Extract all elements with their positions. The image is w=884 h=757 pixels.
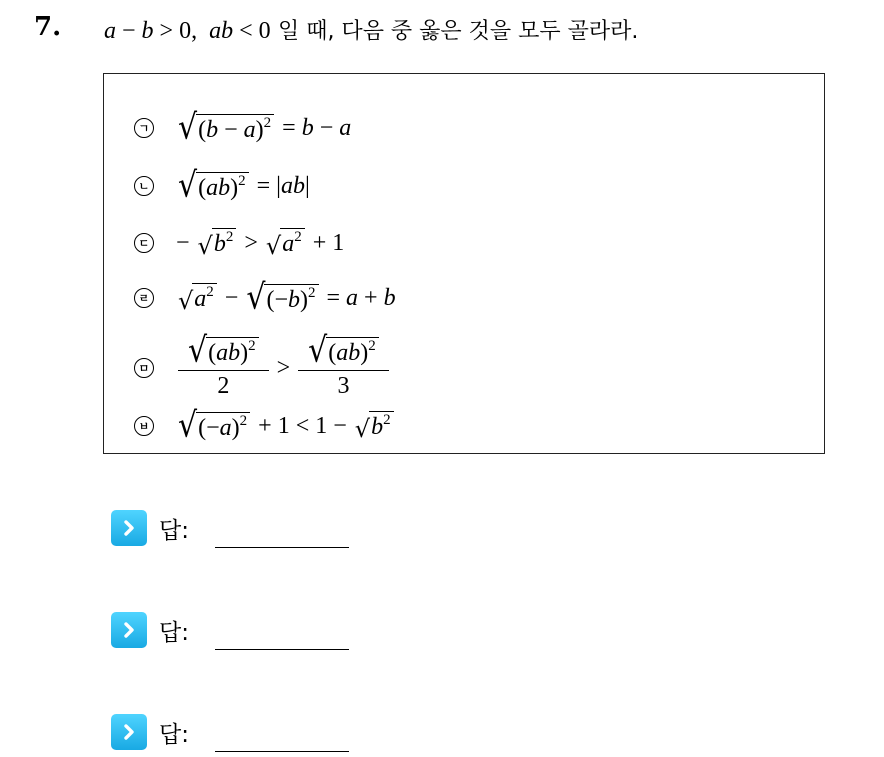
sqrt: √ (ab)$^2$ xyxy=(178,171,249,201)
choice-marker: ㄹ xyxy=(134,288,154,308)
sqrt: √ $b^2$ xyxy=(198,228,237,257)
choice-4: ㄹ √ $a^2$ − √ $(-b)^2$ = a + b xyxy=(134,278,396,318)
sqrt: √ $b^2$ xyxy=(355,411,394,440)
fraction: √ (ab)$^2$ 2 xyxy=(182,336,265,400)
question-text xyxy=(104,14,638,45)
choice-marker: ㅂ xyxy=(134,416,154,436)
choice-2: ㄴ √ (ab)$^2$ = | ab | xyxy=(134,166,310,206)
answer-row-3 xyxy=(111,714,349,752)
answer-blank[interactable] xyxy=(215,648,349,650)
answer-label: 답: xyxy=(159,518,189,544)
answer-blank[interactable] xyxy=(215,546,349,548)
answer-blank[interactable] xyxy=(215,750,349,752)
fraction: √ (ab)$^2$ 3 xyxy=(302,336,385,400)
sqrt: √ $a^2$ xyxy=(266,228,305,257)
answer-row-2 xyxy=(111,612,349,650)
sqrt: √ $(-a)^2$ xyxy=(178,411,250,441)
choice-6: ㅂ √ $(-a)^2$ + 1 < 1 − √ $b^2$ xyxy=(134,406,396,446)
chevron-right-icon xyxy=(111,612,147,648)
chevron-right-icon xyxy=(111,510,147,546)
question-number: 7. xyxy=(34,12,62,42)
answer-label: 답: xyxy=(159,620,189,646)
answer-label: 답: xyxy=(159,722,189,748)
choice-marker: ㄱ xyxy=(134,118,154,138)
choices-box xyxy=(103,73,825,454)
choice-marker: ㄴ xyxy=(134,176,154,196)
answer-row-1 xyxy=(111,510,349,548)
choice-5: ㅁ √ (ab)$^2$ 2 > √ (ab)$^2$ 3 xyxy=(134,328,391,408)
sqrt: √ $a^2$ xyxy=(178,283,217,312)
choice-3: ㄷ − √ $b^2$ > √ $a^2$ + 1 xyxy=(134,223,344,263)
sqrt: √ $(-b)^2$ xyxy=(246,283,318,313)
sqrt: √ $(b - a)^2$ xyxy=(178,113,274,143)
choice-marker: ㄷ xyxy=(134,233,154,253)
choice-1: ㄱ √ $(b - a)^2$ = b − a xyxy=(134,108,351,148)
chevron-right-icon xyxy=(111,714,147,750)
question-prompt: 일 때, 다음 중 옳은 것을 모두 골라라. xyxy=(277,19,639,44)
question-condition: a − b > 0, ab < 0 xyxy=(104,18,271,44)
choice-marker: ㅁ xyxy=(134,358,154,378)
